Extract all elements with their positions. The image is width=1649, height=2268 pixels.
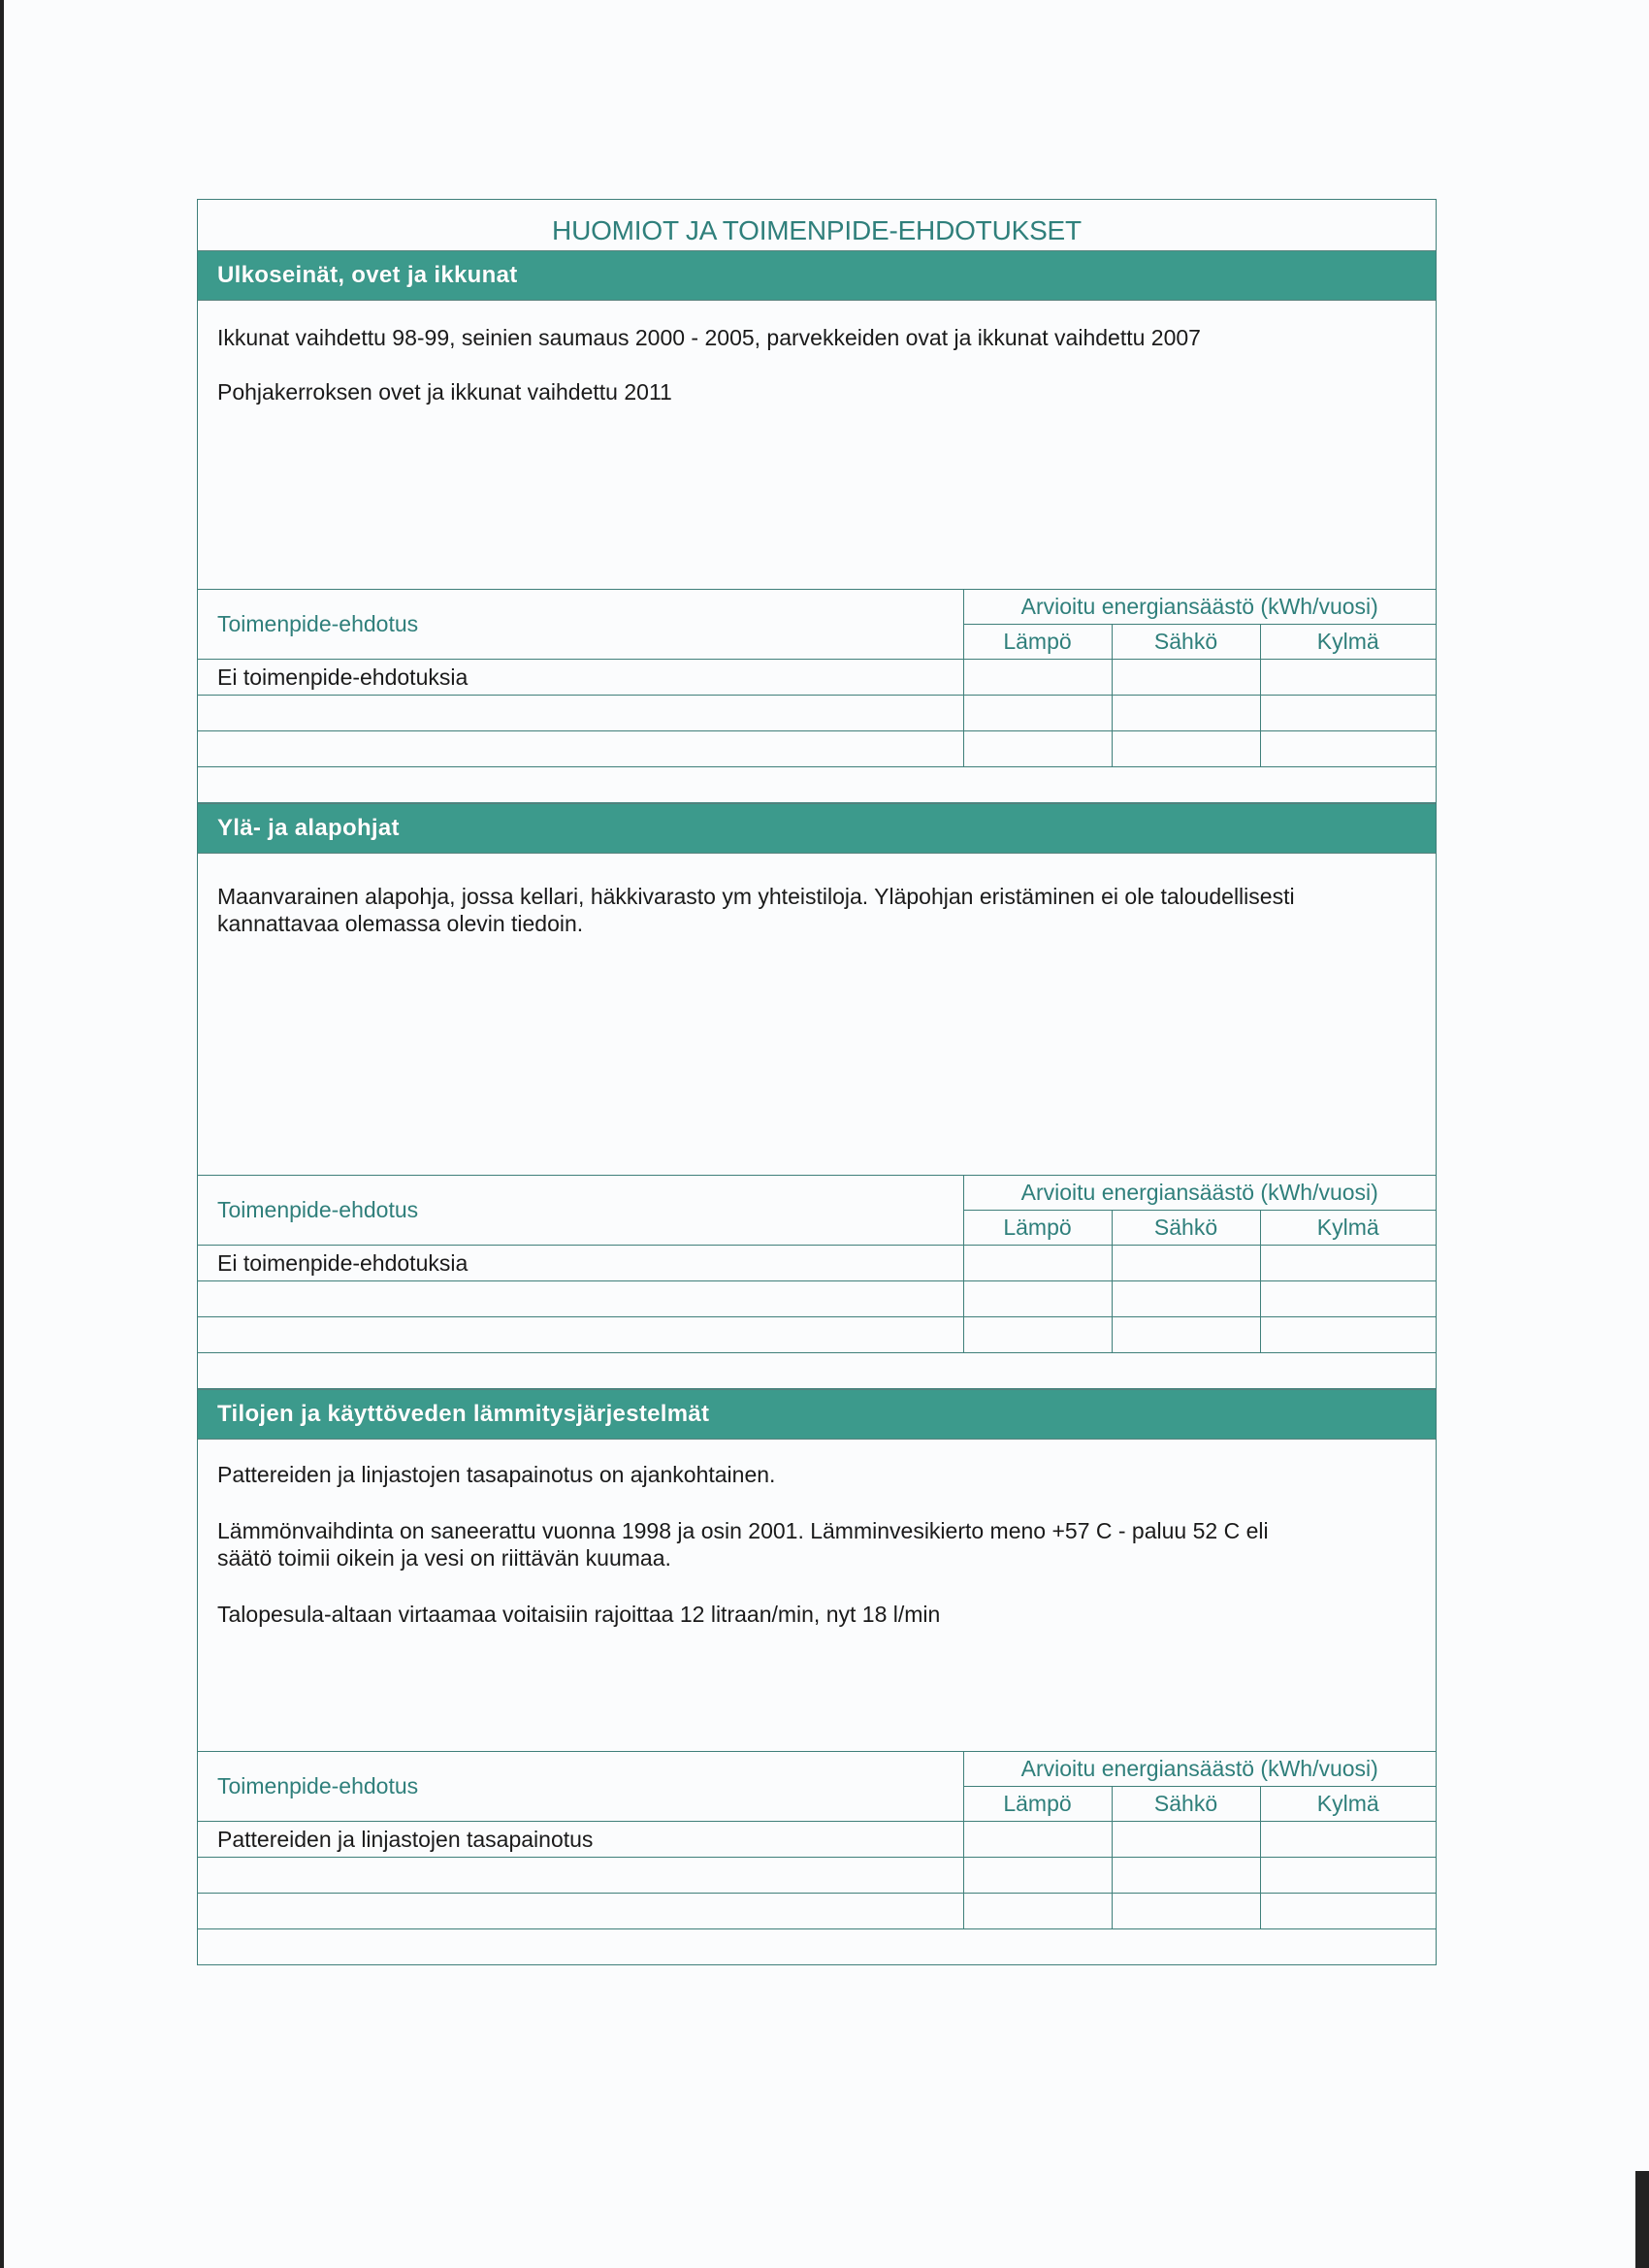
- table-row: [198, 1894, 1436, 1929]
- savings-group-header: Arvioitu energiansäästö (kWh/vuosi): [963, 590, 1436, 625]
- column-header-lampo: Lämpö: [963, 1211, 1112, 1246]
- kylma-cell: [1260, 696, 1436, 731]
- sahko-cell: [1112, 1822, 1260, 1858]
- sahko-cell: [1112, 1894, 1260, 1929]
- note-line: Talopesula-altaan virtaamaa voitaisiin rajoittaa 12 litraan/min, nyt 18 l/min: [217, 1602, 941, 1627]
- kylma-cell: [1260, 1858, 1436, 1894]
- measure-cell: [198, 1281, 963, 1317]
- section-heading: Tilojen ja käyttöveden lämmitysjärjestelmät: [198, 1389, 1436, 1440]
- column-header-lampo: Lämpö: [963, 1787, 1112, 1822]
- measures-table: [198, 1175, 1436, 1389]
- note-line: Pohjakerroksen ovet ja ikkunat vaihdettu 2011: [217, 379, 672, 405]
- note-line: Maanvarainen alapohja, jossa kellari, häkkivarasto ym yhteistiloja. Yläpohjan eristäminen ei ole taloudellisesti kannattavaa olemassa olevin tiedoin.: [217, 884, 1295, 936]
- spacer-cell: [198, 1353, 1436, 1389]
- lampo-cell: [963, 660, 1112, 696]
- table-row: [198, 1822, 1436, 1858]
- lampo-cell: [963, 1858, 1112, 1894]
- column-header-kylma: Kylmä: [1260, 1787, 1436, 1822]
- sahko-cell: [1112, 1281, 1260, 1317]
- measure-cell: [198, 696, 963, 731]
- energy-report-form: [197, 199, 1437, 1965]
- lampo-cell: [963, 1246, 1112, 1281]
- kylma-cell: [1260, 660, 1436, 696]
- column-header-kylma: Kylmä: [1260, 1211, 1436, 1246]
- table-row: [198, 1246, 1436, 1281]
- section-heading: Ylä- ja alapohjat: [198, 803, 1436, 854]
- section-notes: [198, 301, 1436, 589]
- sahko-cell: [1112, 731, 1260, 767]
- kylma-cell: [1260, 1246, 1436, 1281]
- measure-column-header: Toimenpide-ehdotus: [198, 1752, 963, 1822]
- measure-cell: [198, 1894, 963, 1929]
- measures-table: [198, 1751, 1436, 1965]
- section-walls-doors-windows: [198, 250, 1436, 803]
- scan-edge: [1635, 2171, 1649, 2268]
- kylma-cell: [1260, 1281, 1436, 1317]
- savings-group-header: Arvioitu energiansäästö (kWh/vuosi): [963, 1176, 1436, 1211]
- section-notes: [198, 1440, 1436, 1751]
- column-header-sahko: Sähkö: [1112, 1211, 1260, 1246]
- sahko-cell: [1112, 1317, 1260, 1353]
- column-header-sahko: Sähkö: [1112, 1787, 1260, 1822]
- spacer-cell: [198, 767, 1436, 803]
- spacer-cell: [198, 1929, 1436, 1965]
- note-line: Lämmönvaihdinta on saneerattu vuonna 1998 ja osin 2001. Lämminvesikierto meno +57 C - paluu 52 C eli säätö toimii oikein ja vesi on riittävän kuumaa.: [217, 1518, 1269, 1571]
- measure-cell: Ei toimenpide-ehdotuksia: [198, 1246, 963, 1281]
- note-line: Ikkunat vaihdettu 98-99, seinien saumaus 2000 - 2005, parvekkeiden ovat ja ikkunat vaihdettu 2007: [217, 325, 1201, 350]
- section-roofs-floors: [198, 803, 1436, 1389]
- section-heating-systems: [198, 1389, 1436, 1965]
- measure-cell: [198, 1317, 963, 1353]
- lampo-cell: [963, 1894, 1112, 1929]
- kylma-cell: [1260, 1822, 1436, 1858]
- form-title: HUOMIOT JA TOIMENPIDE-EHDOTUKSET: [552, 215, 1082, 245]
- measure-cell: Pattereiden ja linjastojen tasapainotus: [198, 1822, 963, 1858]
- sahko-cell: [1112, 1858, 1260, 1894]
- lampo-cell: [963, 1822, 1112, 1858]
- spacer-row: [198, 767, 1436, 803]
- kylma-cell: [1260, 1894, 1436, 1929]
- lampo-cell: [963, 731, 1112, 767]
- table-row: [198, 696, 1436, 731]
- sahko-cell: [1112, 1246, 1260, 1281]
- table-row: [198, 1317, 1436, 1353]
- measure-cell: Ei toimenpide-ehdotuksia: [198, 660, 963, 696]
- measure-column-header: Toimenpide-ehdotus: [198, 590, 963, 660]
- column-header-kylma: Kylmä: [1260, 625, 1436, 660]
- spacer-row: [198, 1929, 1436, 1965]
- table-row: [198, 1858, 1436, 1894]
- spacer-row: [198, 1353, 1436, 1389]
- measures-table: [198, 589, 1436, 803]
- sahko-cell: [1112, 696, 1260, 731]
- scan-edge: [0, 0, 4, 2268]
- note-line: Pattereiden ja linjastojen tasapainotus on ajankohtainen.: [217, 1462, 776, 1487]
- table-row: [198, 1281, 1436, 1317]
- sahko-cell: [1112, 660, 1260, 696]
- kylma-cell: [1260, 1317, 1436, 1353]
- section-heading: Ulkoseinät, ovet ja ikkunat: [198, 250, 1436, 301]
- kylma-cell: [1260, 731, 1436, 767]
- column-header-sahko: Sähkö: [1112, 625, 1260, 660]
- column-header-lampo: Lämpö: [963, 625, 1112, 660]
- section-notes: [198, 854, 1436, 1175]
- table-row: [198, 660, 1436, 696]
- measure-cell: [198, 1858, 963, 1894]
- measure-column-header: Toimenpide-ehdotus: [198, 1176, 963, 1246]
- lampo-cell: [963, 696, 1112, 731]
- lampo-cell: [963, 1281, 1112, 1317]
- measure-cell: [198, 731, 963, 767]
- savings-group-header: Arvioitu energiansäästö (kWh/vuosi): [963, 1752, 1436, 1787]
- table-row: [198, 731, 1436, 767]
- lampo-cell: [963, 1317, 1112, 1353]
